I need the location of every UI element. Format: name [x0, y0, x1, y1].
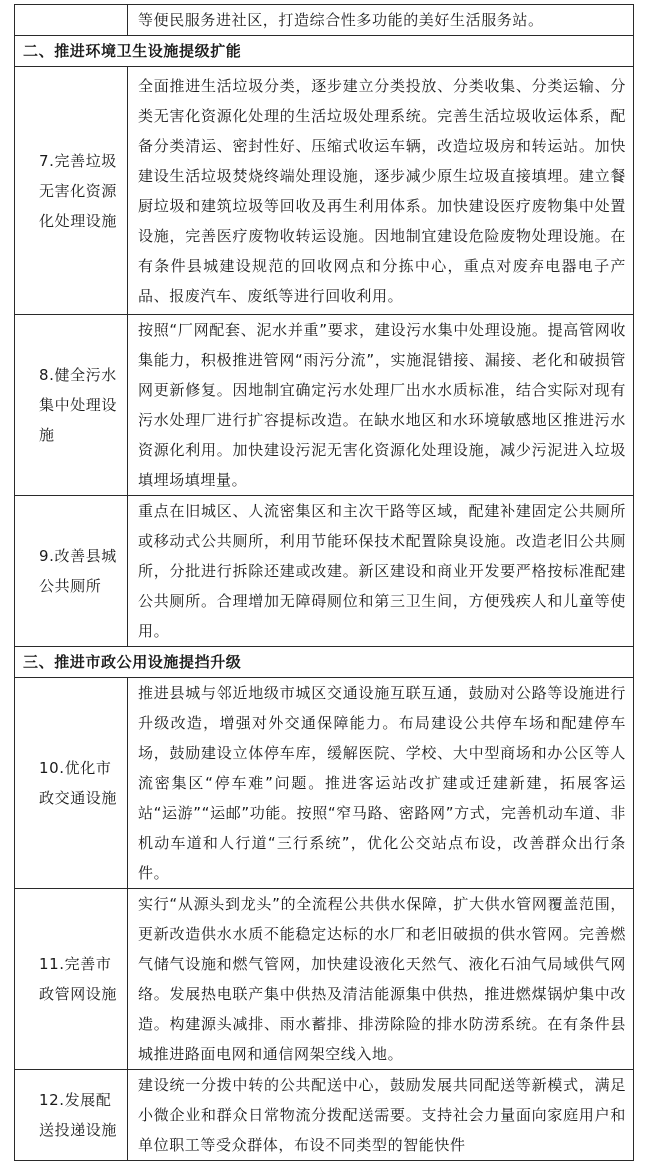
item-label: 9.改善县城公共厕所 — [15, 496, 128, 647]
continuation-text: 等便民服务进社区，打造综合性多功能的美好生活服务站。 — [128, 5, 634, 36]
item-label: 8.健全污水集中处理设施 — [15, 315, 128, 496]
section-heading: 二、推进环境卫生设施提级扩能 — [15, 36, 634, 67]
item-text: 建设统一分拨中转的公共配送中心，鼓励发展共同配送等新模式，满足小微企业和群众日常物流分拨配送需要。支持社会力量面向家庭用户和单位职工等受众群体，布设不同类型的智能快件 — [128, 1070, 634, 1161]
section-heading-row — [15, 647, 634, 678]
item-text: 实行“从源头到龙头”的全流程公共供水保障，扩大供水管网覆盖范围，更新改造供水水质不能稳定达标的水厂和老旧破损的供水管网。完善燃气储气设施和燃气管网，加快建设液化天然气、液化石油气局域供气网络。发展热电联产集中供热及清洁能源集中供热，推进燃煤锅炉集中改造。构建源头减排、雨水蓄排、排涝除险的排水防涝系统。在有条件县城推进路面电网和通信网架空线入地。 — [128, 889, 634, 1070]
table-row — [15, 1070, 634, 1161]
table-cell-empty — [15, 5, 128, 36]
item-text: 重点在旧城区、人流密集区和主次干路等区域，配建补建固定公共厕所或移动式公共厕所，利用节能环保技术配置除臭设施。改造老旧公共厕所，分批进行拆除还建或改建。新区建设和商业开发要严格按标准配建公共厕所。合理增加无障碍厕位和第三卫生间，方便残疾人和儿童等使用。 — [128, 496, 634, 647]
table-row — [15, 315, 634, 496]
item-label: 7.完善垃圾无害化资源化处理设施 — [15, 67, 128, 315]
table-row — [15, 67, 634, 315]
table-row — [15, 678, 634, 889]
section-heading-row — [15, 36, 634, 67]
item-label: 10.优化市政交通设施 — [15, 678, 128, 889]
item-text: 推进县城与邻近地级市城区交通设施互联互通，鼓励对公路等设施进行升级改造，增强对外交通保障能力。布局建设公共停车场和配建停车场，鼓励建设立体停车库，缓解医院、学校、大中型商场和办公区等人流密集区“停车难”问题。推进客运站改扩建或迁建新建，拓展客运站“运游”“运邮”功能。按照“窄马路、密路网”方式，完善机动车道、非机动车道和人行道“三行系统”，优化公交站点布设，改善群众出行条件。 — [128, 678, 634, 889]
item-text: 全面推进生活垃圾分类，逐步建立分类投放、分类收集、分类运输、分类无害化资源化处理的生活垃圾处理系统。完善生活垃圾收运体系，配备分类清运、密封性好、压缩式收运车辆，改造垃圾房和转运站。加快建设生活垃圾焚烧终端处理设施，逐步减少原生垃圾直接填埋。建立餐厨垃圾和建筑垃圾等回收及再生利用体系。加快建设医疗废物集中处置设施，完善医疗废物收转运设施。因地制宜建设危险废物处理设施。在有条件县城建设规范的回收网点和分拣中心，重点对废弃电器电子产品、报废汽车、废纸等进行回收利用。 — [128, 67, 634, 315]
table-row — [15, 496, 634, 647]
table-row — [15, 5, 634, 36]
item-label: 12.发展配送投递设施 — [15, 1070, 128, 1161]
item-text: 按照“厂网配套、泥水并重”要求，建设污水集中处理设施。提高管网收集能力，积极推进管网“雨污分流”，实施混错接、漏接、老化和破损管网更新修复。因地制宜确定污水处理厂出水水质标准，结合实际对现有污水处理厂进行扩容提标改造。在缺水地区和水环境敏感地区推进污水资源化利用。加快建设污泥无害化资源化处理设施，减少污泥进入垃圾填埋场填埋量。 — [128, 315, 634, 496]
document-table — [14, 4, 634, 1161]
section-heading: 三、推进市政公用设施提挡升级 — [15, 647, 634, 678]
table-row — [15, 889, 634, 1070]
item-label: 11.完善市政管网设施 — [15, 889, 128, 1070]
